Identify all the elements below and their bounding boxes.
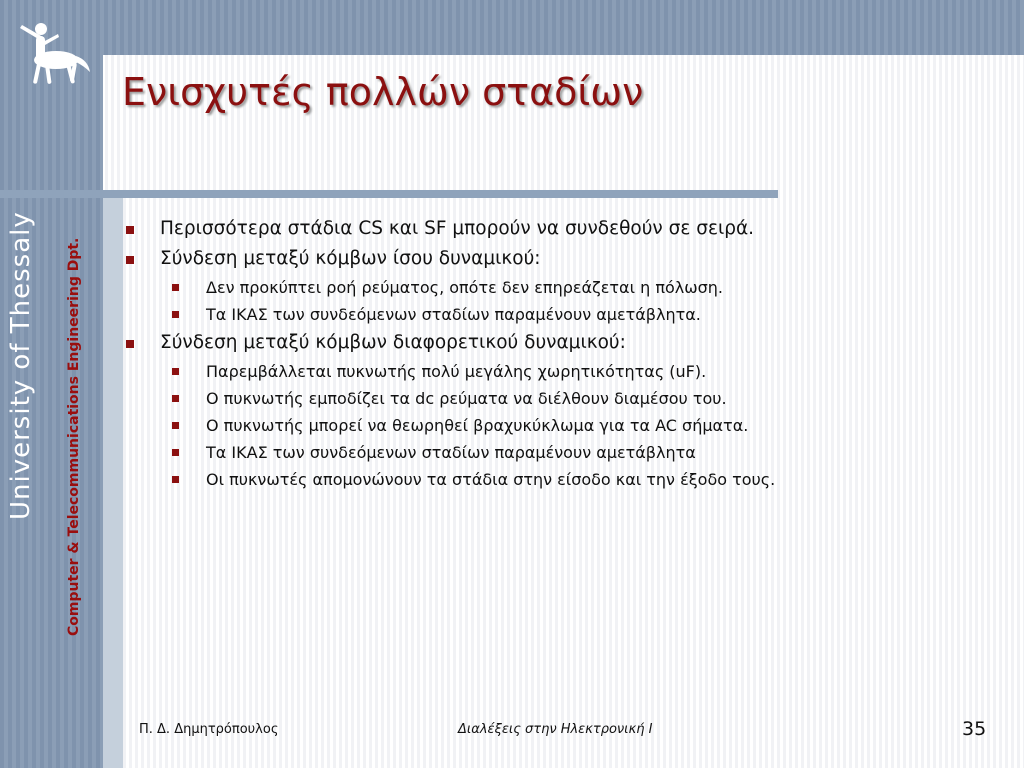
sub-bullet-text: Τα ΙΚΑΣ των συνδεόμενων σταδίων παραμένουν αμετάβλητα xyxy=(206,443,696,462)
bullet-text: Περισσότερα στάδια CS και SF μπορούν να συνδεθούν σε σειρά. xyxy=(160,218,755,239)
sub-bullet-text: Τα ΙΚΑΣ των συνδεόμενων σταδίων παραμένουν αμετάβλητα. xyxy=(206,305,701,324)
slide-title: Ενισχυτές πολλών σταδίων xyxy=(122,70,644,114)
sub-bullet-text: Παρεμβάλλεται πυκνωτής πολύ μεγάλης χωρητικότητας (uF). xyxy=(206,362,707,381)
sub-bullet-item xyxy=(122,412,1002,439)
bullet-item xyxy=(122,328,1002,358)
square-bullet-icon xyxy=(172,284,179,291)
sub-bullet-item xyxy=(122,358,1002,385)
sub-bullet-text: Ο πυκνωτής μπορεί να θεωρηθεί βραχυκύκλωμα για τα AC σήματα. xyxy=(206,416,749,435)
square-bullet-icon xyxy=(126,340,134,348)
centaur-logo-icon xyxy=(10,8,95,93)
footer-course-title: Διαλέξεις στην Ηλεκτρονική Ι xyxy=(458,722,653,737)
bullet-item xyxy=(122,214,1002,244)
bullet-text: Σύνδεση μεταξύ κόμβων διαφορετικού δυναμικού: xyxy=(160,332,626,353)
square-bullet-icon xyxy=(172,395,179,402)
sub-bullet-item xyxy=(122,439,1002,466)
top-decor-band xyxy=(0,0,1024,55)
sub-bullet-text: Δεν προκύπτει ροή ρεύματος, οπότε δεν επηρεάζεται η πόλωση. xyxy=(206,278,723,297)
square-bullet-icon xyxy=(126,256,134,264)
bullet-item xyxy=(122,244,1002,274)
square-bullet-icon xyxy=(172,422,179,429)
sub-bullet-item xyxy=(122,274,1002,301)
bullet-text: Σύνδεση μεταξύ κόμβων ίσου δυναμικού: xyxy=(160,248,541,269)
side-light-strip xyxy=(103,190,123,768)
sub-bullet-item xyxy=(122,466,1002,493)
square-bullet-icon xyxy=(172,368,179,375)
sub-bullet-text: Ο πυκνωτής εμποδίζει τα dc ρεύματα να διέλθουν διαμέσου του. xyxy=(206,389,727,408)
square-bullet-icon xyxy=(172,476,179,483)
sub-bullet-item xyxy=(122,301,1002,328)
sub-bullet-text: Οι πυκνωτές απομονώνουν τα στάδια στην είσοδο και την έξοδο τους. xyxy=(206,470,776,489)
footer-author: Π. Δ. Δημητρόπουλος xyxy=(139,722,279,737)
square-bullet-icon xyxy=(172,311,179,318)
title-rule-bar xyxy=(0,190,778,198)
page-number: 35 xyxy=(962,718,987,740)
bullet-list xyxy=(122,214,1002,493)
side-department-label: Computer & Telecommunications Engineering Dpt. xyxy=(66,237,82,636)
square-bullet-icon xyxy=(126,226,134,234)
sub-bullet-item xyxy=(122,385,1002,412)
square-bullet-icon xyxy=(172,449,179,456)
side-university-label: University of Thessaly xyxy=(6,211,36,520)
